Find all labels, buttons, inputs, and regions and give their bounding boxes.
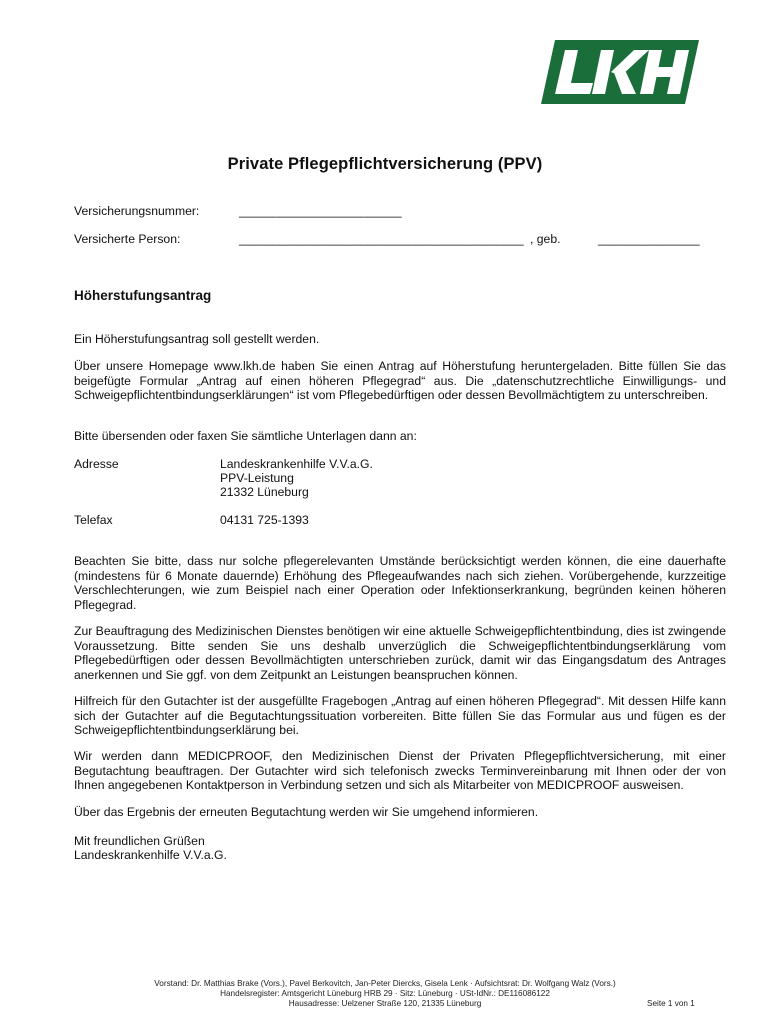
paragraph-4: Beachten Sie bitte, dass nur solche pflegerelevanten Umstände berücksichtigt werden können, die eine dauerhafte (mindestens für 6 Monate dauernde) Erhöhung des Pflegeaufwandes nach sich ziehen. Vorübergehende, kurzzeitige Verschlechterungen, wie zum Beispiel nach einer Operation oder Infektionserkrankung, begründen keinen höheren Pflegegrad.	[74, 554, 726, 612]
address-label: Adresse	[74, 457, 119, 471]
versicherte-person-label: Versicherte Person:	[74, 232, 181, 246]
geb-label: , geb.	[530, 232, 561, 246]
closing-greeting: Mit freundlichen Grüßen	[74, 834, 205, 848]
fax-label: Telefax	[74, 513, 113, 527]
closing-signature: Landeskrankenhilfe V.V.a.G.	[74, 848, 227, 862]
logo-letter-h-bar	[652, 67, 681, 77]
versicherungsnummer-blank: ________________________	[239, 204, 402, 218]
versicherte-person-blank: __________________________________________	[239, 232, 524, 246]
paragraph-1: Ein Höherstufungsantrag soll gestellt werden.	[74, 332, 320, 346]
section-heading: Höherstufungsantrag	[74, 288, 212, 303]
page-number: Seite 1 von 1	[647, 999, 695, 1008]
footer-address: Hausadresse: Uelzener Straße 120, 21335 Lüneburg	[288, 999, 482, 1008]
paragraph-5: Zur Beauftragung des Medizinischen Dienstes benötigen wir eine aktuelle Schweigepflichtentbindung, dies ist zwingende Voraussetzung. Bitte senden Sie uns deshalb unverzüglich die Schweigepflichtentbindungserklärung vom Pflegebedürftigen oder dessen Bevollmächtigten unterschrieben zurück, damit wir das Eingangsdatum des Antrages anerkennen und Sie ggf. von dem Zeitpunkt an Leistungen beanspruchen können.	[74, 624, 726, 682]
versicherungsnummer-label: Versicherungsnummer:	[74, 204, 200, 218]
address-line-3: 21332 Lüneburg	[220, 485, 309, 499]
paragraph-7: Wir werden dann MEDICPROOF, den Medizinischen Dienst der Privaten Pflegepflichtversicherung, mit einer Begutachtung beauftragen. Der Gutachter wird sich telefonisch zwecks Terminvereinbarung mit Ihnen oder der von Ihnen angegebenen Kontaktperson in Verbindung setzen und sich als Mitarbeiter von MEDICPROOF ausweisen.	[74, 749, 726, 793]
lkh-logo	[541, 40, 699, 104]
document-title: Private Pflegepflichtversicherung (PPV)	[227, 155, 543, 173]
paragraph-2: Über unsere Homepage www.lkh.de haben Sie einen Antrag auf Höherstufung heruntergeladen. Bitte füllen Sie das beigefügte Formular „Antrag auf einen höheren Pflegegrad“ aus. Die „datenschutzrechtliche Einwilligungs- und Schweigepflichtentbindungserklärungen“ ist vom Pflegebedürftigen oder dessen Bevollmächtigtem zu unterschreiben.	[74, 359, 726, 403]
fax-number: 04131 725-1393	[220, 513, 309, 527]
footer-board: Vorstand: Dr. Matthias Brake (Vors.), Pavel Berkovitch, Jan-Peter Diercks, Gisela Lenk · Aufsichtsrat: Dr. Wolfgang Walz (Vors.)	[154, 979, 616, 988]
footer-register: Handelsregister: Amtsgericht Lüneburg HRB 29 · Sitz: Lüneburg · USt-IdNr.: DE116086122	[220, 989, 550, 998]
paragraph-3: Bitte übersenden oder faxen Sie sämtliche Unterlagen dann an:	[74, 429, 417, 443]
geb-blank: _______________	[598, 232, 700, 246]
paragraph-6: Hilfreich für den Gutachter ist der ausgefüllte Fragebogen „Antrag auf einen höheren Pflegegrad“. Mit dessen Hilfe kann sich der Gutachter auf die Begutachtungssituation vorbereiten. Bitte füllen Sie das Formular aus und fügen es der Schweigepflichtentbindungserklärung bei.	[74, 694, 726, 738]
paragraph-8: Über das Ergebnis der erneuten Begutachtung werden wir Sie umgehend informieren.	[74, 805, 539, 819]
address-line-2: PPV-Leistung	[220, 471, 294, 485]
address-line-1: Landeskrankenhilfe V.V.a.G.	[220, 457, 373, 471]
